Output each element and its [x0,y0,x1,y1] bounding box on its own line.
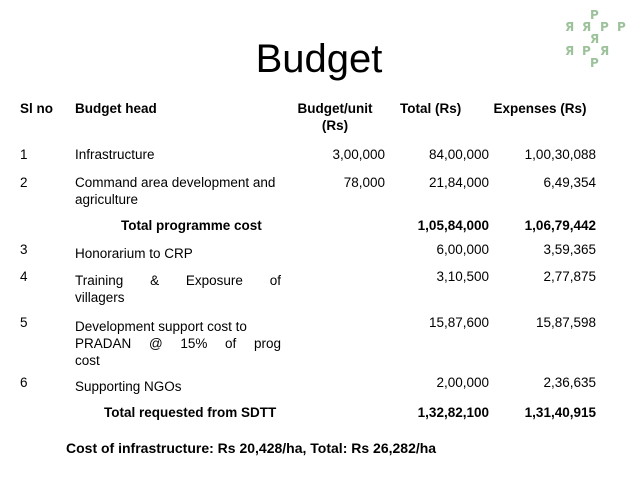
row-expenses: 2,77,875 [543,269,596,284]
row-total: 1,05,84,000 [417,218,489,233]
logo-letter: Я [582,20,592,34]
logo-letter: P [600,20,609,34]
row-total: 2,00,000 [436,375,489,390]
header-budget-unit: Budget/unit (Rs) [297,101,373,133]
row-expenses: 15,87,598 [535,315,596,330]
header-budget-head: Budget head [75,101,157,116]
row-expenses: 1,31,40,915 [524,405,596,420]
row-head: Infrastructure [75,147,155,162]
logo-letter: P [590,8,599,22]
row-head: Total programme cost [121,218,262,233]
header-total: Total (Rs) [400,101,462,116]
row-head: Development support cost to [75,319,247,334]
logo-letter: P [590,56,599,70]
logo-letter: P [617,20,626,34]
row-expenses: 1,00,30,088 [524,147,596,162]
row-unit: 3,00,000 [332,147,385,162]
row-total: 6,00,000 [436,242,489,257]
logo [560,8,634,70]
row-expenses: 1,06,79,442 [524,218,596,233]
logo-letter: P [582,44,591,58]
page-title: Budget [255,37,383,81]
logo-letter: Я [590,32,600,46]
row-total: 1,32,82,100 [417,405,489,420]
row-sl: 6 [20,375,28,390]
row-total: 84,00,000 [428,147,489,162]
row-expenses: 3,59,365 [543,242,596,257]
row-head: Total requested from SDTT [104,405,277,420]
cost-summary: Cost of infrastructure: Rs 20,428/ha, Total: Rs 26,282/ha [66,440,437,456]
row-total: 3,10,500 [436,269,489,284]
row-head-continued: cost [75,353,100,368]
row-head: Command area development and agriculture [75,175,276,207]
row-head-continued: villagers [75,290,125,305]
row-head-continued: PRADAN @ 15% of prog [75,336,281,351]
row-sl: 2 [20,175,28,190]
header-expenses: Expenses (Rs) [493,101,587,116]
logo-letter: Я [600,44,610,58]
row-head: Supporting NGOs [75,379,182,394]
row-total: 15,87,600 [428,315,489,330]
logo-letter: Я [565,44,575,58]
row-expenses: 2,36,635 [543,375,596,390]
row-sl: 5 [20,315,28,330]
row-sl: 1 [20,147,28,162]
row-head: Training & Exposure of [75,273,281,288]
row-total: 21,84,000 [428,175,489,190]
row-unit: 78,000 [343,175,385,190]
row-sl: 4 [20,269,28,284]
row-expenses: 6,49,354 [543,175,596,190]
header-sl-no: Sl no [20,101,53,116]
row-head: Honorarium to CRP [75,246,193,261]
row-sl: 3 [20,242,28,257]
logo-letter: Я [565,20,575,34]
